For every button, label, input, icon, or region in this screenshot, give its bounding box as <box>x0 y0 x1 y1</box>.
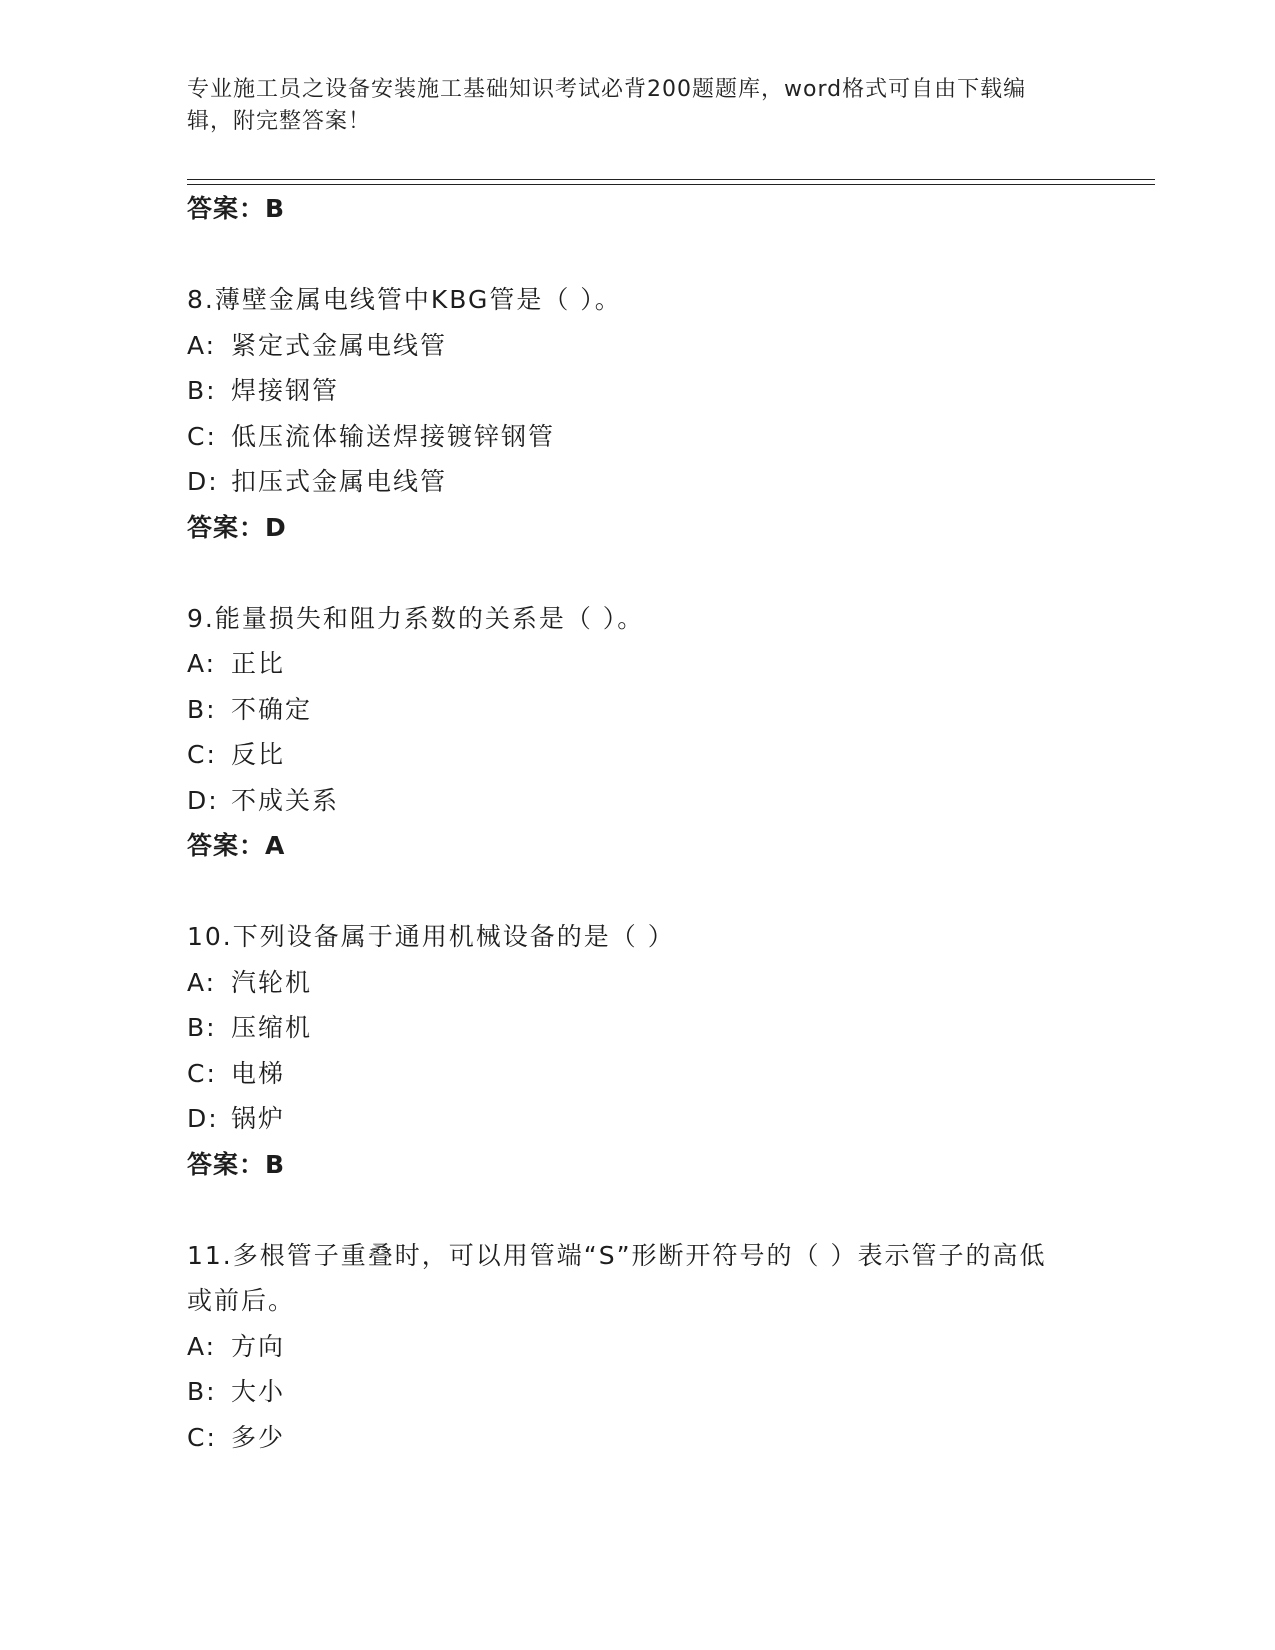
spacer <box>187 550 1147 596</box>
option-text: 汽轮机 <box>231 967 313 997</box>
option-q11-a <box>187 1324 1147 1370</box>
header-rule-bottom <box>187 184 1155 185</box>
option-text: 压缩机 <box>231 1013 313 1042</box>
document-header: 专业施工员之设备安装施工基础知识考试必背200题题库，word格式可自由下载编辑，附完整答案！ <box>187 77 1027 134</box>
option-label: B: <box>187 694 217 724</box>
answer-q10: 答案：B <box>187 1149 286 1179</box>
option-label: A: <box>187 967 217 997</box>
spacer <box>187 1187 1147 1233</box>
option-q10-a <box>187 960 1147 1006</box>
option-label: C: <box>187 1422 217 1452</box>
option-label: C: <box>187 740 217 769</box>
header-rule-top <box>187 179 1155 180</box>
option-text: 大小 <box>231 1377 286 1406</box>
option-q9-a <box>187 641 1147 687</box>
question-list <box>187 186 1147 1460</box>
option-text: 正比 <box>231 649 286 678</box>
option-q10-b <box>187 1005 1147 1051</box>
option-q10-c <box>187 1051 1147 1097</box>
spacer <box>187 869 1147 915</box>
option-text: 焊接钢管 <box>231 376 340 405</box>
option-q9-d <box>187 778 1147 824</box>
option-q8-c <box>187 414 1147 460</box>
option-text: 多少 <box>231 1422 286 1452</box>
option-text: 反比 <box>231 740 286 769</box>
option-label: D: <box>187 785 219 815</box>
option-text: 扣压式金属电线管 <box>231 467 448 496</box>
option-text: 方向 <box>231 1331 286 1361</box>
option-label: D: <box>187 1104 219 1133</box>
option-label: A: <box>187 330 217 360</box>
option-label: C: <box>187 421 217 451</box>
option-label: D: <box>187 467 219 496</box>
question-stem-q11: 11.多根管子重叠时，可以用管端“S”形断开符号的（ ）表示管子的高低或前后。 <box>187 1240 1047 1315</box>
question-stem-q8: 8.薄壁金属电线管中KBG管是（ ）。 <box>187 285 622 314</box>
option-text: 紧定式金属电线管 <box>231 330 448 360</box>
option-label: B: <box>187 1377 217 1406</box>
option-q9-c <box>187 732 1147 778</box>
option-q8-a <box>187 323 1147 369</box>
option-q9-b <box>187 687 1147 733</box>
option-text: 电梯 <box>231 1058 286 1088</box>
option-text: 不确定 <box>231 694 313 724</box>
question-stem-q9: 9.能量损失和阻力系数的关系是（ ）。 <box>187 603 645 633</box>
option-q8-b <box>187 368 1147 414</box>
option-text: 不成关系 <box>231 785 340 815</box>
option-q11-b <box>187 1369 1147 1415</box>
question-stem-q10: 10.下列设备属于通用机械设备的是（ ） <box>187 922 675 951</box>
option-q10-d <box>187 1096 1147 1142</box>
answer-q9: 答案：A <box>187 831 286 860</box>
option-q8-d <box>187 459 1147 505</box>
option-q11-c <box>187 1415 1147 1461</box>
option-text: 低压流体输送焊接镀锌钢管 <box>231 421 556 451</box>
option-label: C: <box>187 1058 217 1088</box>
option-label: B: <box>187 376 217 405</box>
option-label: A: <box>187 1331 217 1361</box>
option-label: B: <box>187 1013 217 1042</box>
spacer <box>187 232 1147 278</box>
answer-q7: 答案：B <box>187 194 286 223</box>
option-text: 锅炉 <box>231 1104 286 1133</box>
answer-q8: 答案：D <box>187 512 287 542</box>
option-label: A: <box>187 649 217 678</box>
